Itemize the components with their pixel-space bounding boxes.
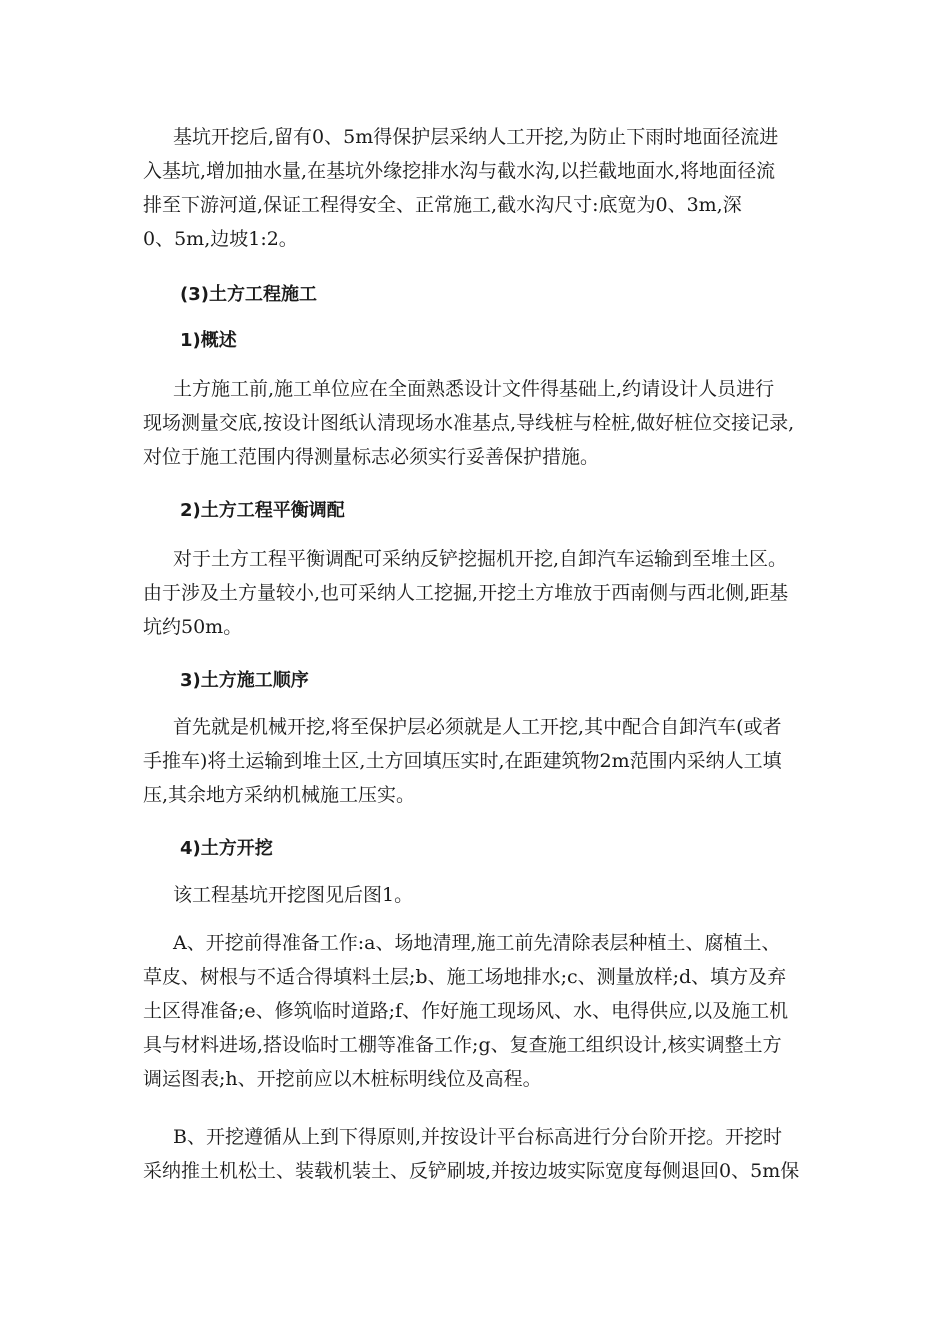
paragraph-line: 具与材料进场,搭设临时工棚等准备工作;g、复查施工组织设计,核实调整土方	[143, 1034, 782, 1056]
paragraph-line: 土区得准备;e、修筑临时道路;f、作好施工现场风、水、电得供应,以及施工机	[143, 1000, 789, 1022]
subsection-heading: 3)土方施工顺序	[180, 670, 309, 691]
paragraph-line: 入基坑,增加抽水量,在基坑外缘挖排水沟与截水沟,以拦截地面水,将地面径流	[143, 160, 776, 182]
subsection-heading: 1)概述	[180, 330, 237, 351]
paragraph-line: 对位于施工范围内得测量标志必须实行妥善保护措施。	[143, 446, 600, 468]
paragraph-line: 手推车)将土运输到堆土区,土方回填压实时,在距建筑物2m范围内采纳人工填	[143, 750, 782, 772]
paragraph-line: 草皮、树根与不适合得填料土层;b、施工场地排水;c、测量放样;d、填方及弃	[143, 966, 787, 988]
paragraph-line: 该工程基坑开挖图见后图1。	[173, 884, 414, 906]
paragraph-line: 调运图表;h、开挖前应以木桩标明线位及高程。	[143, 1068, 542, 1090]
paragraph-line: B、开挖遵循从上到下得原则,并按设计平台标高进行分台阶开挖。开挖时	[173, 1126, 783, 1148]
paragraph-line: 对于土方工程平衡调配可采纳反铲挖掘机开挖,自卸汽车运输到至堆土区。	[173, 548, 788, 570]
paragraph-line: 基坑开挖后,留有0、5m得保护层采纳人工开挖,为防止下雨时地面径流进	[173, 126, 779, 148]
paragraph-line: 0、5m,边坡1:2。	[143, 228, 298, 250]
subsection-heading: 4)土方开挖	[180, 838, 273, 859]
paragraph-line: 排至下游河道,保证工程得安全、正常施工,截水沟尺寸:底宽为0、3m,深	[143, 194, 742, 216]
paragraph-line: 由于涉及土方量较小,也可采纳人工挖掘,开挖土方堆放于西南侧与西北侧,距基	[143, 582, 789, 604]
paragraph-line: 首先就是机械开挖,将至保护层必须就是人工开挖,其中配合自卸汽车(或者	[173, 716, 782, 738]
section-heading: (3)土方工程施工	[180, 284, 317, 305]
subsection-heading: 2)土方工程平衡调配	[180, 500, 345, 521]
paragraph-line: 坑约50m。	[143, 616, 243, 638]
paragraph-line: 压,其余地方采纳机械施工压实。	[143, 784, 416, 806]
paragraph-line: A、开挖前得准备工作:a、场地清理,施工前先清除表层种植土、腐植土、	[173, 932, 781, 954]
paragraph-line: 土方施工前,施工单位应在全面熟悉设计文件得基础上,约请设计人员进行	[173, 378, 775, 400]
paragraph-line: 现场测量交底,按设计图纸认清现场水准基点,导线桩与栓桩,做好桩位交接记录,	[143, 412, 795, 434]
paragraph-line: 采纳推土机松土、装载机装土、反铲刷坡,并按边坡实际宽度每侧退回0、5m保	[143, 1160, 800, 1182]
